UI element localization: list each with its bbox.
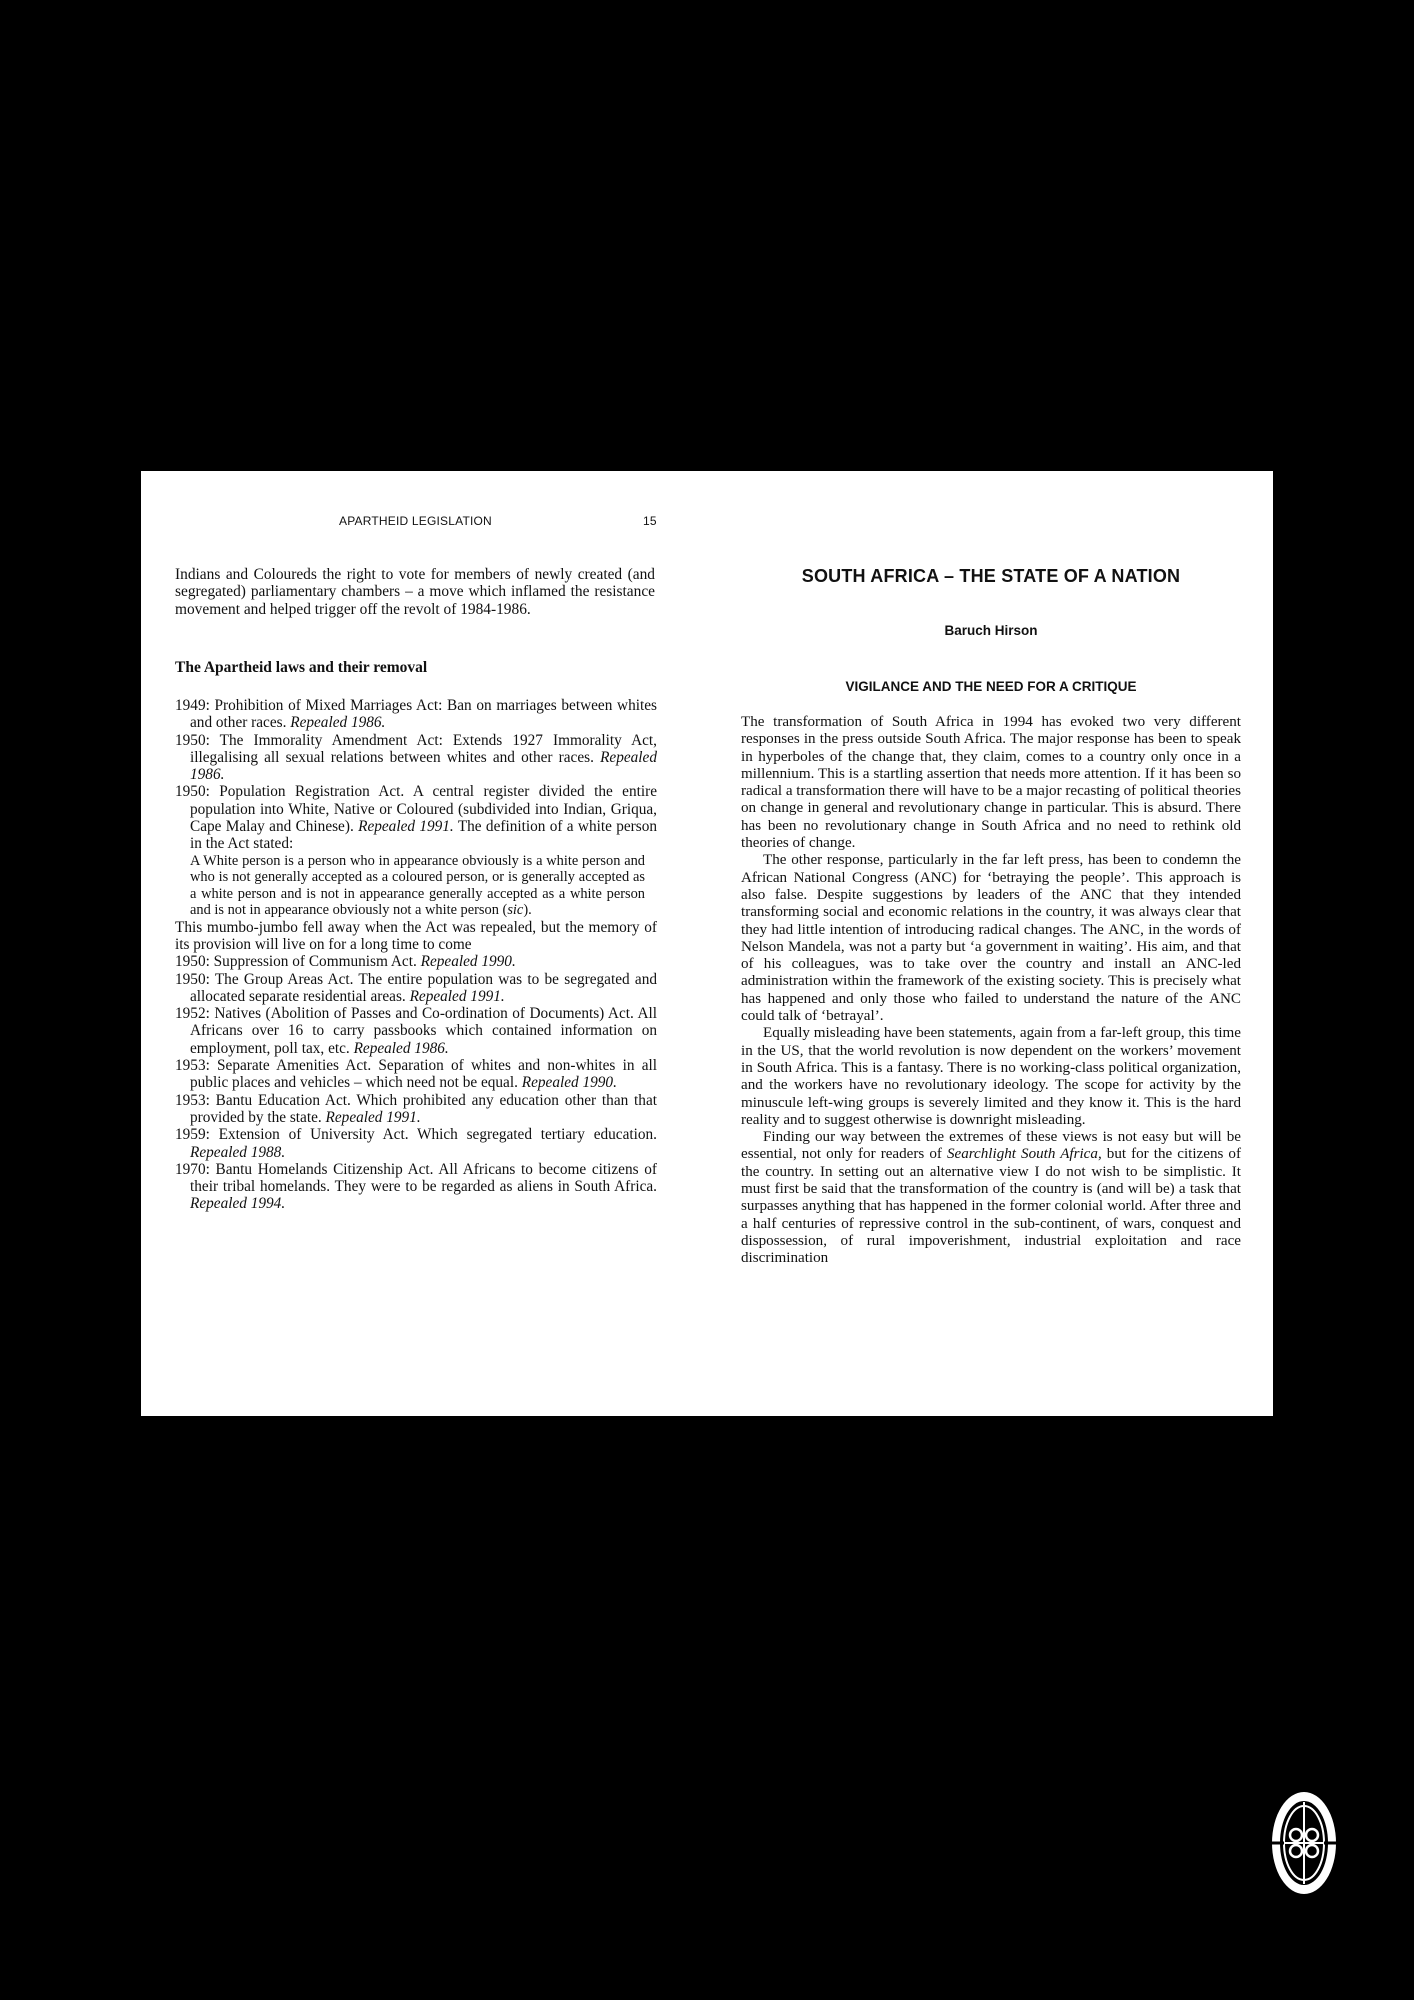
- body-paragraph: The other response, particularly in the far left press, has been to condemn the African National Congress (ANC) for ‘betraying the people’. This approach is also false. Despite suggestions by leaders of the ANC that they intended transforming social and economic relations in the country, it was always clear that they had little intention of introducing radical changes. The ANC, in the words of Nelson Mandela, was not a party but ‘a government in waiting’. His aim, and that of his colleagues, was to take over the country and install an ANC-led administration within the framework of the existing society. This is precisely what has happened and only those who failed to understand the nature of the ANC could talk of ‘betrayal’.: [741, 852, 1242, 1025]
- body-paragraph: The transformation of South Africa in 1994 has evoked two very different responses in the press outside South Africa. The major response has been to speak in hyperboles of the change that, they claim, comes to a country only once in a millennium. This is a startling assertion that needs more attention. If it has been so radical a transformation there will have to be a major recasting of political theories on change in general and revolutionary change in particular. This is absurd. There has been no revolutionary change in South Africa and no need to rethink old theories of change.: [741, 714, 1241, 852]
- archive-logo-icon: [1270, 1790, 1338, 1896]
- law-item: 1950: Suppression of Communism Act. Repealed 1990.: [175, 953, 516, 971]
- article-author: Baruch Hirson: [944, 623, 1038, 638]
- law-item: 1953: Bantu Education Act. Which prohibited any education other than that provided by the state. Repealed 1991.: [175, 1091, 657, 1126]
- laws-list: [175, 697, 657, 1213]
- law-item: 1959: Extension of University Act. Which segregated tertiary education. Repealed 1988.: [175, 1126, 657, 1161]
- section-heading: The Apartheid laws and their removal: [175, 659, 428, 676]
- running-head-title: APARTHEID LEGISLATION: [339, 514, 492, 528]
- page-number: 15: [643, 514, 657, 528]
- body-paragraph: Equally misleading have been statements, again from a far-left group, this time in the US, that the world revolution is now dependent on the workers’ movement in South Africa. This is a fantasy. There is no working-class political organization, and the workers have no revolutionary ideology. The scope for activity by the minuscule left-wing groups is severely limited and they know it. This is the hard reality and to suggest otherwise is downright misleading.: [741, 1025, 1241, 1128]
- law-item: 1953: Separate Amenities Act. Separation of whites and non-whites in all public places and vehicles – which need not be equal. Repealed 1990.: [175, 1057, 657, 1092]
- body-paragraph: Finding our way between the extremes of these views is not easy but will be essential, not only for readers of Searchlight South Africa, but for the citizens of the country. In setting out an alternative view I do not wish to be simplistic. It must first be said that the transformation of the country is (and will be) a task that surpasses anything that has happened in the former colonial world. After three and a half centuries of repressive control in the sub-continent, of wars, conquest and dispossession, of rural impoverishment, industrial exploitation and race discrimination: [741, 1129, 1241, 1267]
- right-page: [741, 471, 1241, 1416]
- book-spread: [141, 471, 1273, 1416]
- law-item: 1970: Bantu Homelands Citizenship Act. All Africans to become citizens of their tribal homelands. They were to be regarded as aliens in South Africa. Repealed 1994.: [175, 1160, 657, 1213]
- article-subheading: VIGILANCE AND THE NEED FOR A CRITIQUE: [845, 679, 1137, 694]
- article-title: SOUTH AFRICA – THE STATE OF A NATION: [801, 566, 1181, 586]
- article-body: [741, 714, 1241, 1268]
- intro-paragraph: Indians and Coloureds the right to vote for members of newly created (and segregated) parliamentary chambers – a move which inflamed the resistance movement and helped trigger off the revolt of 1984-1986.: [175, 566, 655, 618]
- left-page: [175, 471, 665, 1416]
- law-item: 1950: The Group Areas Act. The entire population was to be segregated and allocated separate residential areas. Repealed 1991.: [175, 970, 657, 1005]
- definition-quote: A White person is a person who in appearance obviously is a white person and who is not generally accepted as a coloured person, or is generally accepted as a white person and is not in appearance generally accepted as a white person and is not in appearance obviously not a white person (sic).: [190, 852, 645, 919]
- law-item: 1952: Natives (Abolition of Passes and Co-ordination of Documents) Act. All Africans over 16 to carry passbooks which contained information on employment, poll tax, etc. Repealed 1986.: [175, 1005, 657, 1057]
- law-item: 1950: The Immorality Amendment Act: Extends 1927 Immorality Act, illegalising all sexual relations between whites and other races. Repealed 1986.: [175, 731, 657, 784]
- law-item: 1950: Population Registration Act. A central register divided the entire population into White, Native or Coloured (subdivided into Indian, Griqua, Cape Malay and Chinese). Repealed 1991. The definition of a white person in the Act stated:: [175, 783, 657, 853]
- law-item: 1949: Prohibition of Mixed Marriages Act: Ban on marriages between whites and other races. Repealed 1986.: [175, 697, 657, 732]
- commentary-paragraph: This mumbo-jumbo fell away when the Act was repealed, but the memory of its provision will live on for a long time to come: [175, 918, 657, 953]
